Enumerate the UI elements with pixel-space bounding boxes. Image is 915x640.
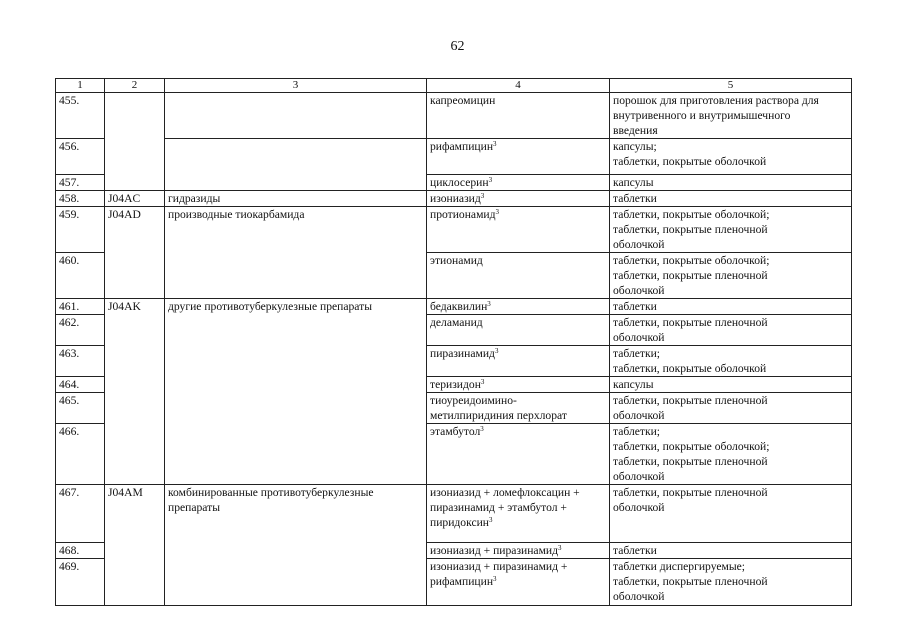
- dosage-form-line: капсулы: [613, 378, 654, 391]
- drug-name: теризидон: [430, 378, 481, 391]
- dosage-form-line: внутривенного и внутримышечного: [613, 109, 791, 122]
- dosage-form-cell: [610, 315, 852, 346]
- column-number-row: [56, 79, 852, 93]
- group-cell: гидразиды: [165, 191, 427, 207]
- footnote-mark: 3: [480, 192, 485, 200]
- dosage-form-line: таблетки;: [613, 347, 661, 360]
- drug-cell: [427, 191, 610, 207]
- row-number: 457.: [56, 175, 105, 191]
- drug-name-line: [430, 574, 606, 589]
- footnote-mark: 3: [489, 516, 493, 524]
- dosage-form-line: таблетки, покрытые пленочной: [613, 575, 768, 588]
- dosage-form-line: таблетки: [613, 192, 657, 205]
- dosage-form-line: таблетки, покрытые оболочкой;: [613, 440, 770, 453]
- drug-cell: [427, 346, 610, 377]
- drug-name: капреомицин: [430, 94, 496, 107]
- row-number: 462.: [56, 315, 105, 346]
- dosage-form-cell: [610, 175, 852, 191]
- dosage-form-line: оболочкой: [613, 238, 665, 251]
- dosage-form-line: таблетки: [613, 544, 657, 557]
- footnote-mark: 3: [558, 544, 562, 552]
- drug-name: циклосерин: [430, 176, 489, 189]
- drug-cell: [427, 377, 610, 393]
- dosage-form-cell: [610, 346, 852, 377]
- dosage-form-cell: [610, 191, 852, 207]
- column-header-1: 1: [56, 79, 105, 93]
- dosage-form-cell: [610, 424, 852, 485]
- row-number: 461.: [56, 299, 105, 315]
- row-number: 466.: [56, 424, 105, 485]
- dosage-form-line: оболочкой: [613, 590, 665, 603]
- drug-name: изониазид: [430, 192, 481, 205]
- table-row: [56, 139, 852, 175]
- drug-cell: [427, 424, 610, 485]
- drug-cell: [427, 299, 610, 315]
- dosage-form-line: таблетки, покрытые оболочкой;: [613, 254, 770, 267]
- drug-name-line: изониазид + пиразинамид +: [430, 560, 568, 573]
- dosage-form-line: таблетки, покрытые пленочной: [613, 486, 768, 499]
- dosage-form-line: таблетки, покрытые пленочной: [613, 394, 768, 407]
- row-number: 460.: [56, 253, 105, 299]
- dosage-form-line: оболочкой: [613, 470, 665, 483]
- row-number: 468.: [56, 543, 105, 559]
- drug-name-line: изониазид + ломефлоксацин +: [430, 486, 580, 499]
- group-name-line: комбинированные противотуберкулезные: [168, 486, 374, 499]
- dosage-form-line: таблетки: [613, 300, 657, 313]
- table-row: [56, 485, 852, 543]
- column-header-5: 5: [610, 79, 852, 93]
- dosage-form-cell: [610, 485, 852, 543]
- row-number: 464.: [56, 377, 105, 393]
- table-row: [56, 299, 852, 315]
- drug-cell: [427, 485, 610, 543]
- column-header-3: 3: [165, 79, 427, 93]
- drug-name-line: метилпиридиния перхлорат: [430, 409, 567, 422]
- row-number: 465.: [56, 393, 105, 424]
- atc-code-cell: J04AD: [105, 207, 165, 299]
- column-header-4: 4: [427, 79, 610, 93]
- drug-cell: [427, 543, 610, 559]
- drug-name-line-text: рифампицин: [430, 575, 494, 588]
- drug-cell: [427, 393, 610, 424]
- dosage-form-line: капсулы: [613, 176, 654, 189]
- drug-name: протионамид: [430, 208, 496, 221]
- drug-name: рифампицин: [430, 140, 494, 153]
- row-number: 458.: [56, 191, 105, 207]
- dosage-form-line: введения: [613, 124, 658, 137]
- footnote-mark: 3: [480, 378, 485, 386]
- group-cell: [165, 485, 427, 606]
- dosage-form-line: порошок для приготовления раствора для: [613, 94, 819, 107]
- drug-name: бедаквилин: [430, 300, 488, 313]
- group-cell: другие противотуберкулезные препараты: [165, 299, 427, 485]
- drug-name-line-text: пиридоксин: [430, 516, 490, 529]
- drug-name: пиразинамид: [430, 347, 495, 360]
- row-number: 456.: [56, 139, 105, 175]
- drug-cell: [427, 93, 610, 139]
- atc-code-cell: J04AM: [105, 485, 165, 606]
- table-row: [56, 191, 852, 207]
- drug-cell: [427, 175, 610, 191]
- drug-cell: [427, 559, 610, 606]
- drug-cell: [427, 207, 610, 253]
- row-number: 467.: [56, 485, 105, 543]
- group-name-line: препараты: [168, 501, 220, 514]
- dosage-form-cell: [610, 299, 852, 315]
- dosage-form-cell: [610, 393, 852, 424]
- medication-table: [55, 78, 852, 606]
- dosage-form-cell: [610, 377, 852, 393]
- page-number: 62: [450, 39, 465, 54]
- drug-cell: [427, 139, 610, 175]
- dosage-form-cell: [610, 139, 852, 175]
- group-cell: производные тиокарбамида: [165, 207, 427, 299]
- footnote-mark: 3: [480, 425, 484, 433]
- dosage-form-line: таблетки;: [613, 425, 661, 438]
- drug-name-line: пиразинамид + этамбутол +: [430, 501, 567, 514]
- column-header-2: 2: [105, 79, 165, 93]
- row-number: 459.: [56, 207, 105, 253]
- dosage-form-cell: [610, 253, 852, 299]
- footnote-mark: 3: [488, 176, 493, 184]
- drug-name: этионамид: [430, 254, 483, 267]
- footnote-mark: 3: [495, 208, 500, 216]
- dosage-form-cell: [610, 93, 852, 139]
- dosage-form-line: оболочкой: [613, 501, 665, 514]
- footnote-mark: 3: [493, 140, 497, 148]
- footnote-mark: 3: [494, 347, 499, 355]
- drug-name-line: тиоуреидоимино-: [430, 394, 517, 407]
- drug-name: изониазид + пиразинамид: [430, 544, 559, 557]
- row-number: 455.: [56, 93, 105, 139]
- drug-name: этамбутол: [430, 425, 481, 438]
- footnote-mark: 3: [493, 575, 497, 583]
- dosage-form-line: таблетки, покрытые оболочкой: [613, 155, 767, 168]
- footnote-mark: 3: [487, 300, 491, 308]
- atc-code-cell: J04AK: [105, 299, 165, 485]
- dosage-form-line: оболочкой: [613, 284, 665, 297]
- atc-code-cell: J04AC: [105, 191, 165, 207]
- drug-name: деламанид: [430, 316, 483, 329]
- dosage-form-line: оболочкой: [613, 331, 665, 344]
- dosage-form-line: таблетки, покрытые оболочкой;: [613, 208, 770, 221]
- group-cell: [165, 93, 427, 139]
- table-row: [56, 207, 852, 253]
- dosage-form-line: таблетки диспергируемые;: [613, 560, 745, 573]
- row-number: 469.: [56, 559, 105, 606]
- row-number: 463.: [56, 346, 105, 377]
- dosage-form-cell: [610, 559, 852, 606]
- table-row: [56, 93, 852, 139]
- drug-cell: [427, 315, 610, 346]
- dosage-form-cell: [610, 207, 852, 253]
- drug-name-line: [430, 515, 606, 530]
- dosage-form-line: капсулы;: [613, 140, 657, 153]
- atc-code-cell: [105, 93, 165, 191]
- group-cell: [165, 139, 427, 191]
- dosage-form-cell: [610, 543, 852, 559]
- dosage-form-line: таблетки, покрытые оболочкой: [613, 362, 767, 375]
- drug-cell: [427, 253, 610, 299]
- dosage-form-line: таблетки, покрытые пленочной: [613, 455, 768, 468]
- dosage-form-line: таблетки, покрытые пленочной: [613, 223, 768, 236]
- dosage-form-line: таблетки, покрытые пленочной: [613, 316, 768, 329]
- dosage-form-line: оболочкой: [613, 409, 665, 422]
- dosage-form-line: таблетки, покрытые пленочной: [613, 269, 768, 282]
